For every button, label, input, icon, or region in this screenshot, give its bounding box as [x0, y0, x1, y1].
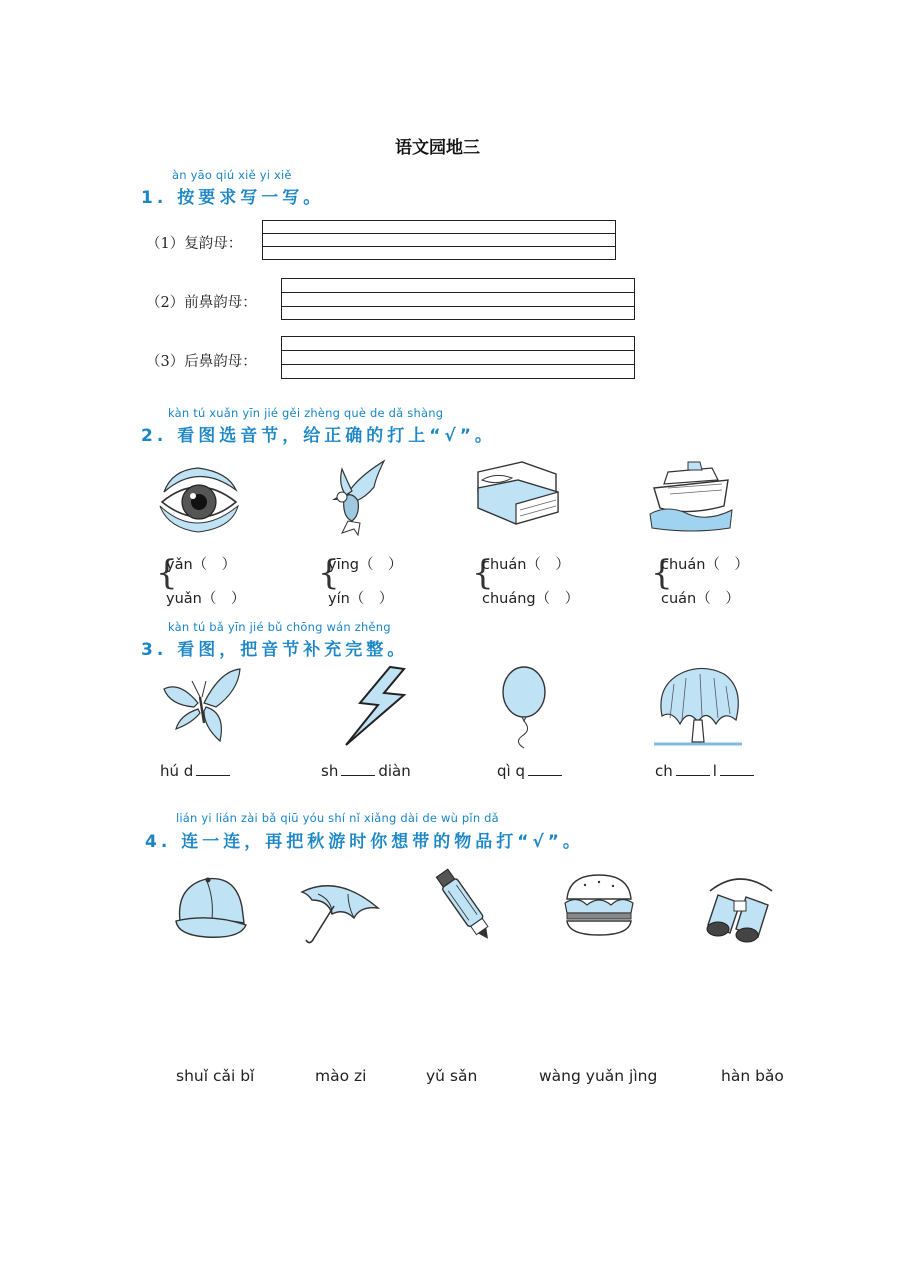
q1-item-2-label: （2）前鼻韵母：	[146, 295, 257, 311]
word-cap[interactable]: mào zi	[315, 1067, 367, 1085]
answer-blank[interactable]	[720, 761, 754, 776]
eye-image	[158, 462, 240, 534]
answer-blank[interactable]	[196, 761, 230, 776]
word-umbrella[interactable]: yǔ sǎn	[426, 1067, 478, 1085]
brace-icon: {	[156, 553, 178, 593]
umbrella-image	[298, 878, 382, 950]
q3-label: 3. 看图，把音节补充完整。	[141, 640, 409, 660]
brace-icon: {	[651, 553, 673, 593]
option-yin[interactable]: yín（ ）	[328, 591, 394, 607]
hamburger-image	[563, 873, 635, 939]
answer-blank[interactable]	[341, 761, 375, 776]
answer-blank[interactable]	[676, 761, 710, 776]
fill-prefix: sh	[321, 762, 339, 780]
option-yan[interactable]: yǎn（ ）	[166, 557, 237, 573]
brace-icon: {	[472, 553, 494, 593]
word-binoculars[interactable]: wàng yuǎn jìng	[539, 1067, 658, 1085]
answer-blank[interactable]	[528, 761, 562, 776]
q1-writing-box-1[interactable]	[262, 220, 616, 260]
q1-label: 1. 按要求写一写。	[141, 188, 325, 208]
option-yuan[interactable]: yuǎn（ ）	[166, 591, 246, 607]
option-chuan-2[interactable]: chuán（ ）	[661, 557, 749, 573]
fill-prefix: ch	[655, 762, 673, 780]
fill-prefix: hú d	[160, 762, 194, 780]
option-ying[interactable]: yīng（ ）	[328, 557, 403, 573]
brace-icon: {	[318, 553, 340, 593]
option-cuan[interactable]: cuán（ ）	[661, 591, 740, 607]
cap-image	[170, 873, 250, 943]
fill-item-2	[321, 761, 411, 780]
lightning-image	[342, 663, 410, 747]
willow-image	[654, 664, 742, 750]
q1-pinyin: àn yāo qiú xiě yi xiě	[172, 168, 292, 182]
word-pen[interactable]: shuǐ cǎi bǐ	[176, 1067, 255, 1085]
ship-image	[648, 458, 734, 532]
fill-prefix: qì q	[497, 762, 525, 780]
q1-item-3-label: （3）后鼻韵母：	[146, 354, 257, 370]
fill-item-1	[160, 761, 233, 780]
q4-label: 4. 连一连，再把秋游时你想带的物品打“√”。	[145, 832, 584, 852]
pen-image	[432, 864, 498, 948]
option-chuang[interactable]: chuáng（ ）	[482, 591, 580, 607]
q4-pinyin: lián yi lián zài bǎ qiū yóu shí nǐ xiǎng dài de wù pǐn dǎ	[176, 811, 499, 825]
word-hamburger[interactable]: hàn bǎo	[721, 1067, 784, 1085]
binoculars-image	[700, 873, 780, 947]
balloon-image	[498, 664, 552, 750]
page-title: 语文园地三	[395, 138, 480, 158]
q1-writing-box-3[interactable]	[281, 336, 635, 379]
q2-pinyin: kàn tú xuǎn yīn jié gěi zhèng què de dǎ shàng	[168, 406, 444, 420]
bed-image	[472, 458, 562, 528]
fill-item-3	[497, 761, 565, 780]
option-chuan-1[interactable]: chuán（ ）	[482, 557, 570, 573]
fill-suffix: diàn	[378, 762, 411, 780]
fill-suffix: l	[712, 762, 717, 780]
butterfly-image	[160, 667, 244, 743]
fill-item-4	[655, 761, 757, 780]
q3-pinyin: kàn tú bǎ yīn jié bǔ chōng wán zhěng	[168, 620, 391, 634]
q1-item-1-label: （1）复韵母：	[146, 236, 243, 252]
q1-writing-box-2[interactable]	[281, 278, 635, 320]
eagle-image	[318, 457, 390, 537]
q2-label: 2. 看图选音节，给正确的打上“√”。	[141, 426, 496, 446]
